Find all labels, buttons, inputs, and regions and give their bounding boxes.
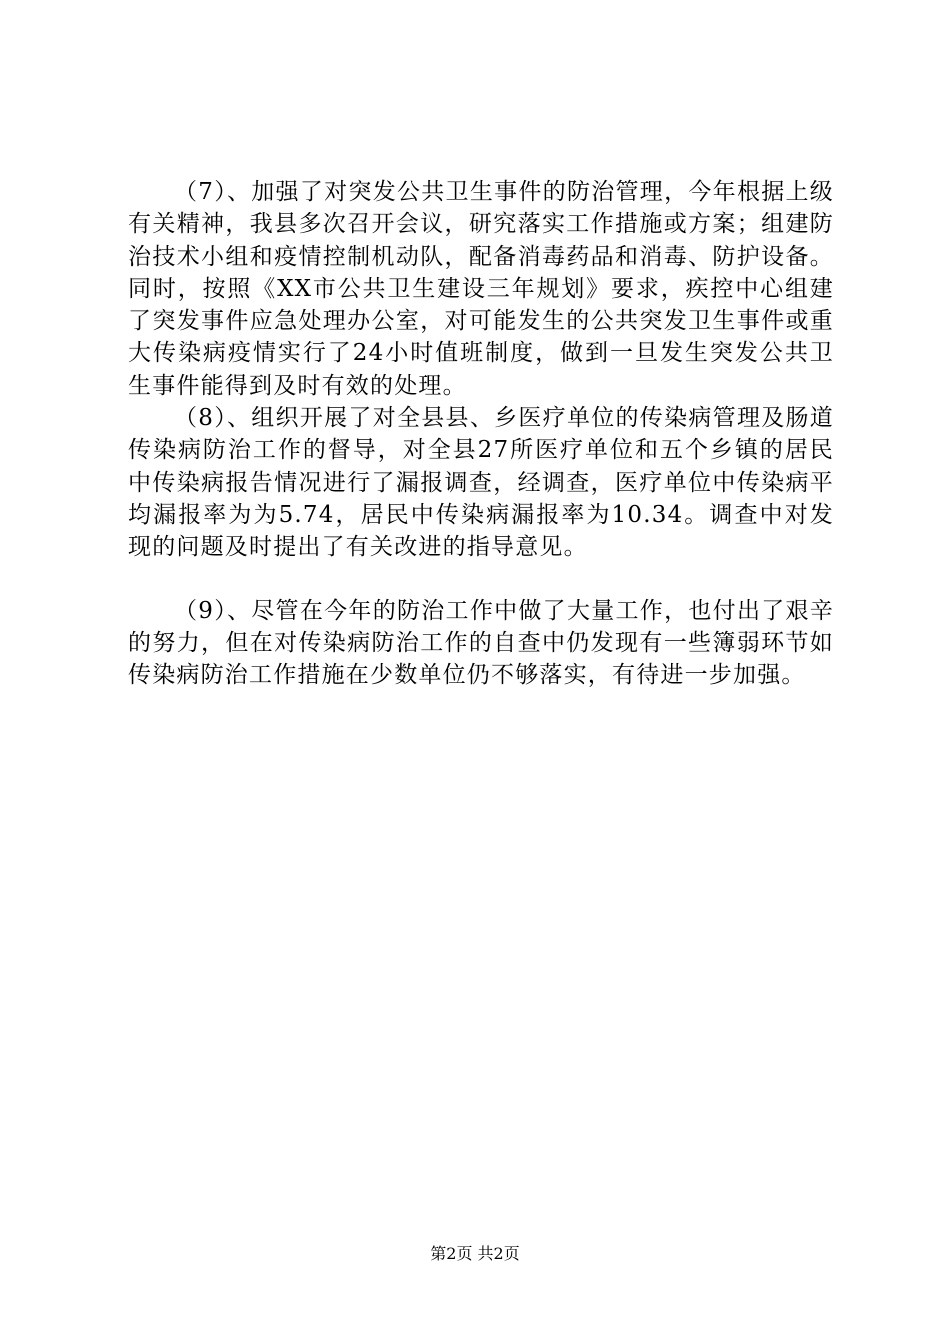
document-body: [128, 176, 834, 691]
paragraph-8: （8）、组织开展了对全县县、乡医疗单位的传染病管理及肠道传染病防治工作的督导，对全县27所医疗单位和五个乡镇的居民中传染病报告情况进行了漏报调查，经调查，医疗单位中传染病平均漏报率为为5.74，居民中传染病漏报率为10.34。调查中对发现的问题及时提出了有关改进的指导意见。: [128, 405, 834, 561]
paragraph-9: （9）、尽管在今年的防治工作中做了大量工作，也付出了艰辛的努力，但在对传染病防治工作的自查中仍发现有一些簿弱环节如传染病防治工作措施在少数单位仍不够落实，有待进一步加强。: [128, 597, 834, 689]
paragraph-7: （7）、加强了对突发公共卫生事件的防治管理，今年根据上级有关精神，我县多次召开会议，研究落实工作措施或方案；组建防治技术小组和疫情控制机动队，配备消毒药品和消毒、防护设备。同时，按照《XX市公共卫生建设三年规划》要求，疾控中心组建了突发事件应急处理办公室，对可能发生的公共突发卫生事件或重大传染病疫情实行了24小时值班制度，做到一旦发生突发公共卫生事件能得到及时有效的处理。: [128, 179, 834, 399]
page-number-footer: 第2页 共2页: [430, 1244, 520, 1263]
